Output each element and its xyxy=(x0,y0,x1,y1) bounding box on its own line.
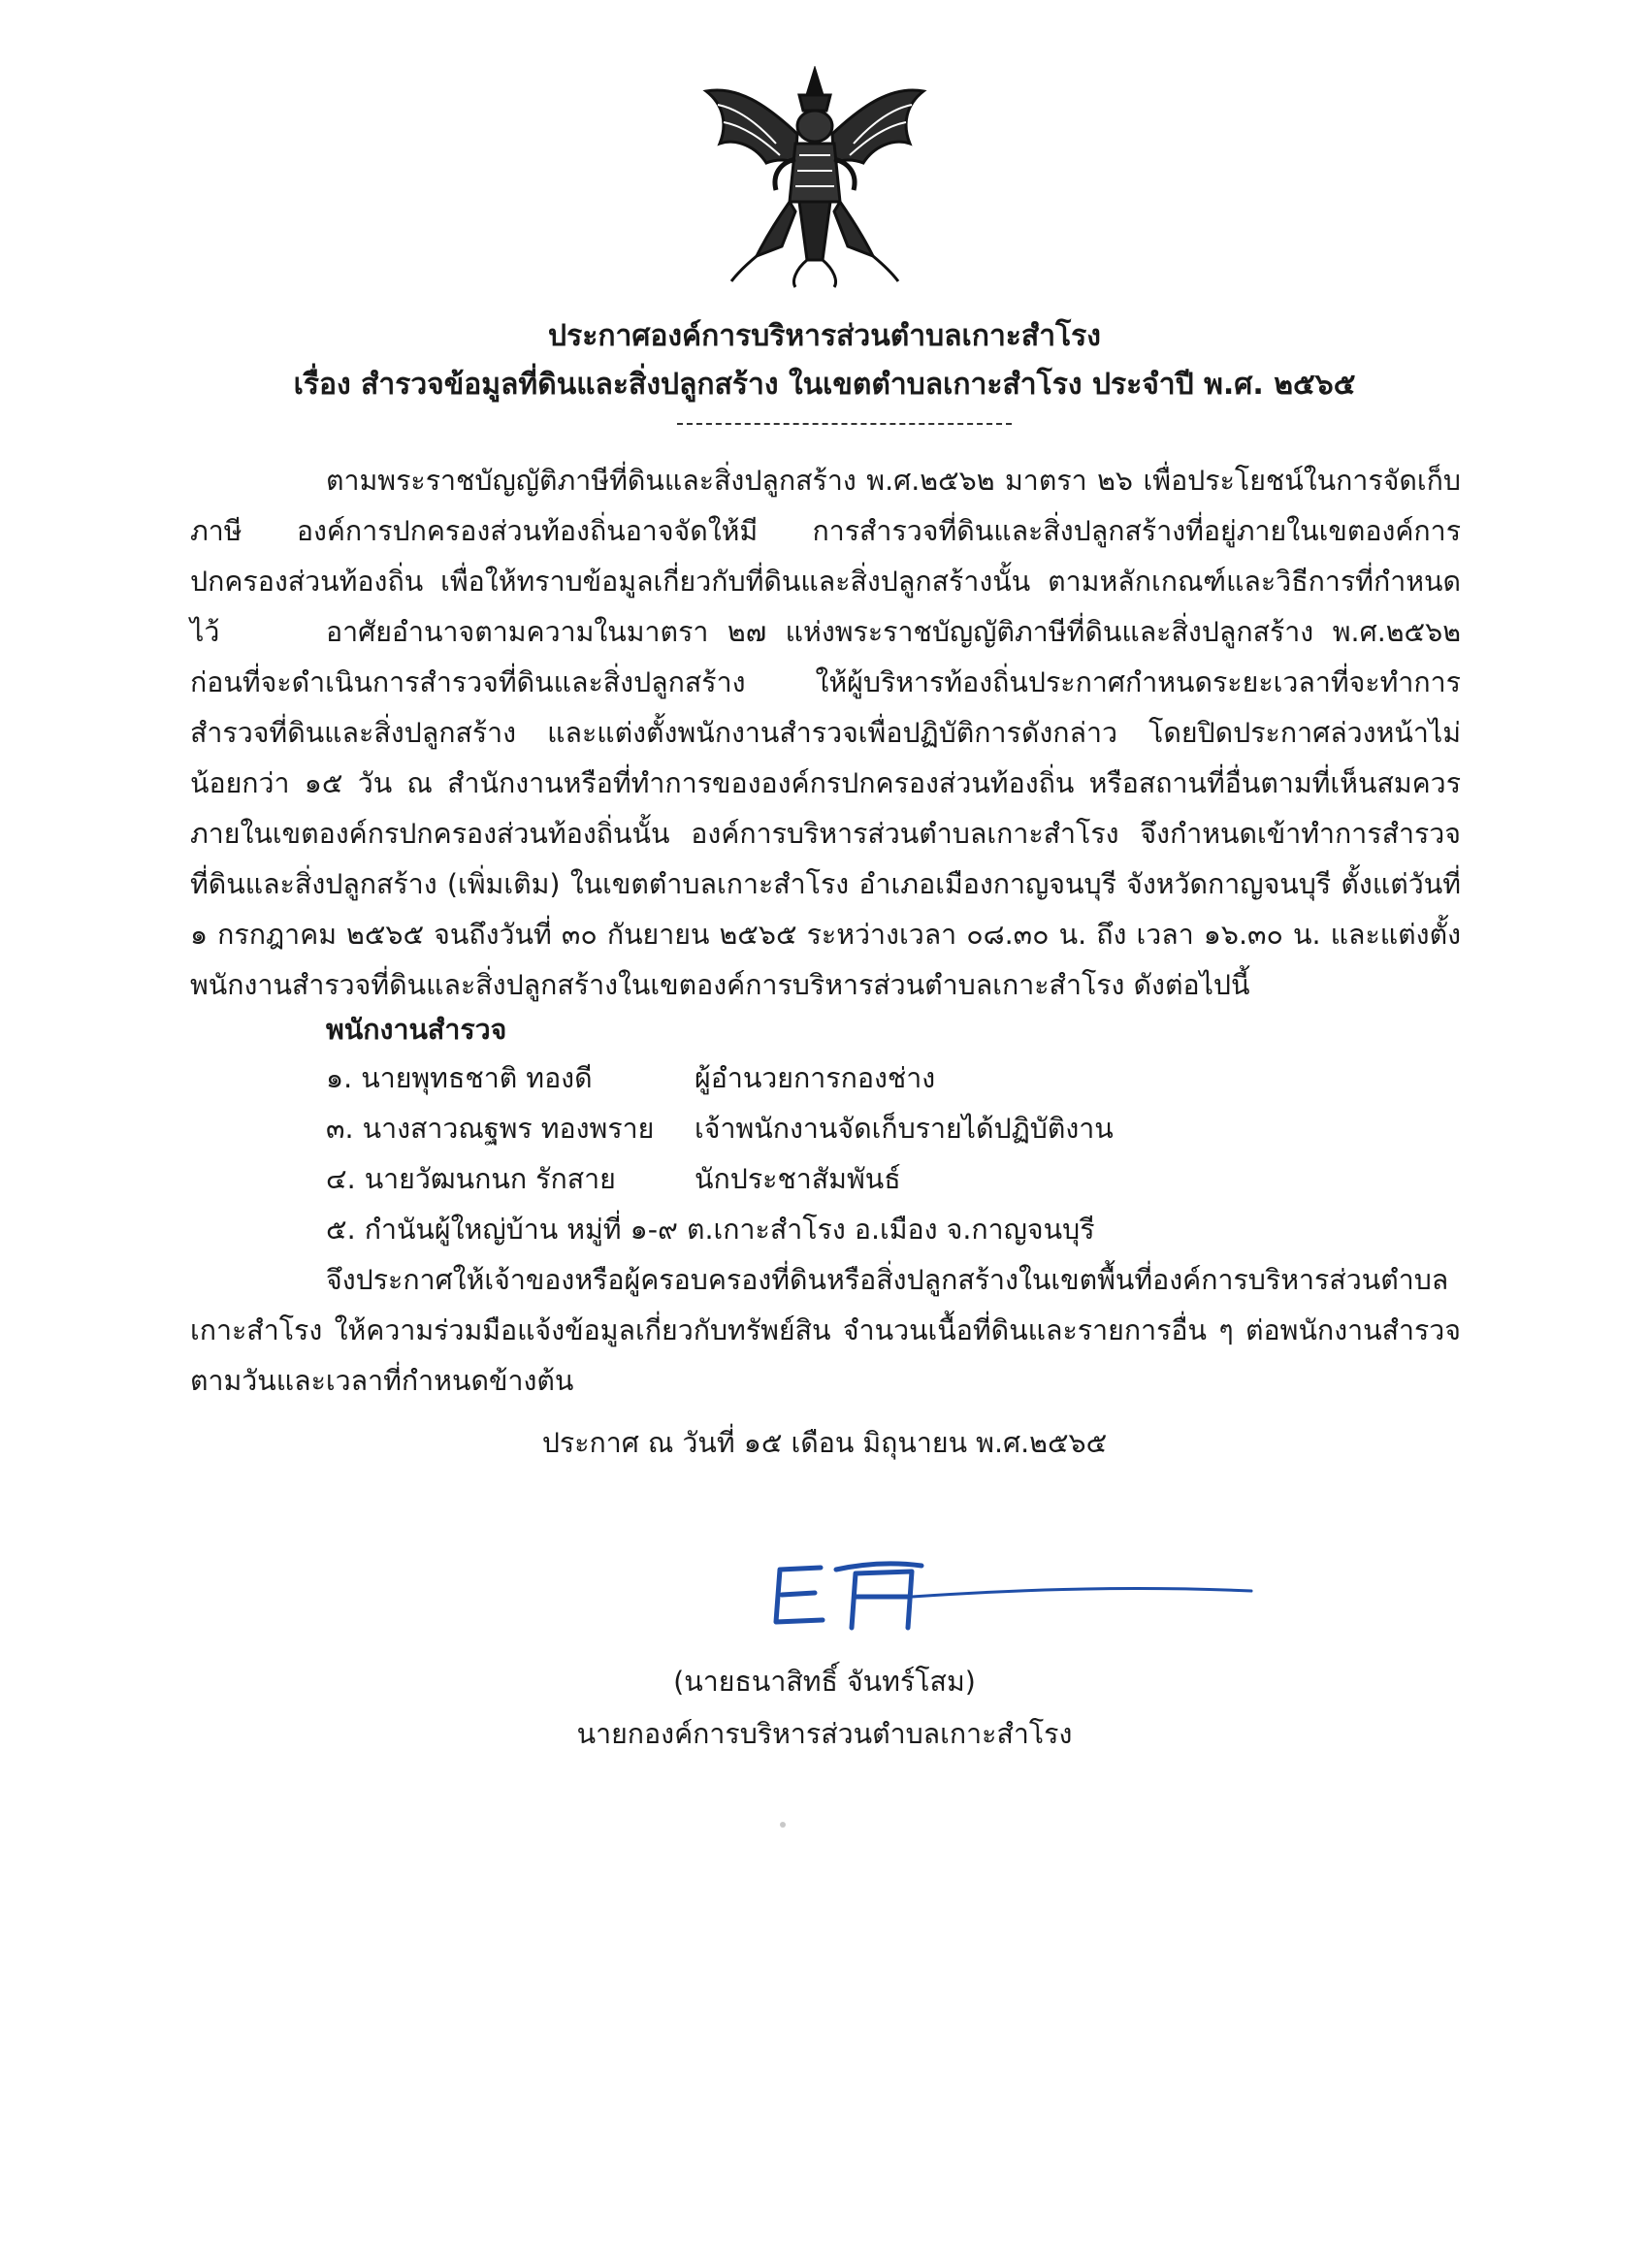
staff-heading: พนักงานสำรวจ xyxy=(326,1014,507,1046)
paragraph-cooperation-request: จึงประกาศให้เจ้าของหรือผู้ครอบครองที่ดินหรือสิ่งปลูกสร้างในเขตพื้นที่องค์การบริหารส่วนตำบลเกาะสำโรง ให้ความร่วมมือแจ้งข้อมูลเกี่ยวกับทรัพย์สิน จำนวนเนื้อที่ดินและรายการอื่น ๆ ต่อพนักงานสำรวจตามวันและเวลาที่กำหนดข้างต้น xyxy=(190,1264,1461,1397)
staff-position: เจ้าพนักงานจัดเก็บรายได้ปฏิบัติงาน xyxy=(695,1113,1114,1145)
staff-row xyxy=(326,1053,1451,1104)
scan-speck xyxy=(780,1822,786,1828)
title-divider xyxy=(677,423,1012,425)
paragraph-legal-basis: ตามพระราชบัญญัติภาษีที่ดินและสิ่งปลูกสร้าง พ.ศ.๒๕๖๒ มาตรา ๒๖ เพื่อประโยชน์ในการจัดเก็บภาษี องค์การปกครองส่วนท้องถิ่นอาจจัดให้มี การสำรวจที่ดินและสิ่งปลูกสร้างที่อยู่ภายในเขตองค์การปกครองส่วนท้องถิ่น เพื่อให้ทราบข้อมูลเกี่ยวกับที่ดินและสิ่งปลูกสร้างนั้น ตามหลักเกณฑ์และวิธีการที่กำหนดไว้ xyxy=(190,465,1461,648)
staff-name: ๓. นางสาวณฐพร ทองพราย xyxy=(326,1113,655,1145)
announcement-title: ประกาศองค์การบริหารส่วนตำบลเกาะสำโรง xyxy=(548,319,1101,353)
staff-village-heads: ๕. กำนันผู้ใหญ่บ้าน หมู่ที่ ๑-๙ ต.เกาะสำโรง อ.เมือง จ.กาญจนบุรี xyxy=(326,1214,1095,1246)
garuda-emblem-icon xyxy=(698,66,931,289)
staff-list xyxy=(326,1053,1451,1205)
paragraph-survey-schedule: อาศัยอำนาจตามความในมาตรา ๒๗ แห่งพระราชบัญญัติภาษีที่ดินและสิ่งปลูกสร้าง พ.ศ.๒๕๖๒ ก่อนที่จะดำเนินการสำรวจที่ดินและสิ่งปลูกสร้าง ให้ผู้บริหารท้องถิ่นประกาศกำหนดระยะเวลาที่จะทำการสำรวจที่ดินและสิ่งปลูกสร้าง และแต่งตั้งพนักงานสำรวจเพื่อปฏิบัติการดังกล่าว โดยปิดประกาศล่วงหน้าไม่น้อยกว่า ๑๕ วัน ณ สำนักงานหรือที่ทำการขององค์กรปกครองส่วนท้องถิ่น หรือสถานที่อื่นตามที่เห็นสมควรภายในเขตองค์กรปกครองส่วนท้องถิ่นนั้น องค์การบริหารส่วนตำบลเกาะสำโรง จึงกำหนดเข้าทำการสำรวจที่ดินและสิ่งปลูกสร้าง (เพิ่มเติม) ในเขตตำบลเกาะสำโรง อำเภอเมืองกาญจนบุรี จังหวัดกาญจนบุรี ตั้งแต่วันที่ ๑ กรกฎาคม ๒๕๖๕ จนถึงวันที่ ๓๐ กันยายน ๒๕๖๕ ระหว่างเวลา ๐๘.๓๐ น. ถึง เวลา ๑๖.๓๐ น. และแต่งตั้งพนักงานสำรวจที่ดินและสิ่งปลูกสร้างในเขตองค์การบริหารส่วนตำบลเกาะสำโรง ดังต่อไปนี้ xyxy=(190,616,1461,1001)
staff-name: ๔. นายวัฒนกนก รักสาย xyxy=(326,1163,616,1195)
staff-row xyxy=(326,1104,1451,1154)
signer-name: (นายธนาสิทธิ์ จันทร์โสม) xyxy=(673,1666,976,1698)
staff-row xyxy=(326,1154,1451,1205)
staff-position: นักประชาสัมพันธ์ xyxy=(695,1163,901,1195)
staff-position: ผู้อำนวยการกองช่าง xyxy=(695,1062,936,1094)
handwritten-signature-icon xyxy=(766,1552,1261,1639)
announcement-subject: เรื่อง สำรวจข้อมูลที่ดินและสิ่งปลูกสร้าง ในเขตตำบลเกาะสำโรง ประจำปี พ.ศ. ๒๕๖๕ xyxy=(293,368,1356,402)
staff-name: ๑. นายพุทธชาติ ทองดี xyxy=(326,1062,593,1094)
announcement-date: ประกาศ ณ วันที่ ๑๕ เดือน มิถุนายน พ.ศ.๒๕๖๕ xyxy=(541,1427,1108,1459)
signer-title: นายกองค์การบริหารส่วนตำบลเกาะสำโรง xyxy=(576,1718,1073,1750)
